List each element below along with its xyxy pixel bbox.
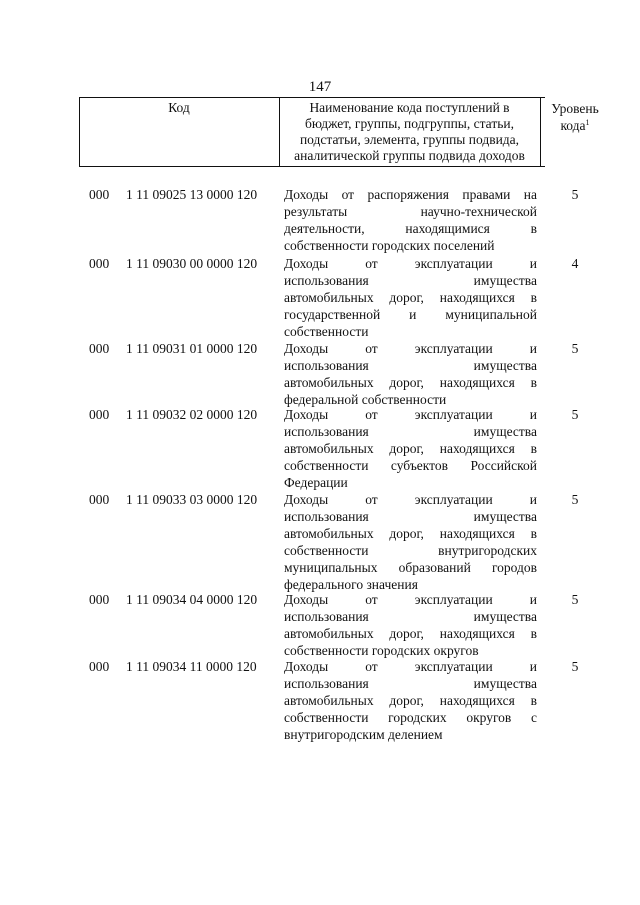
revenue-name-cell	[284, 591, 537, 659]
level-cell: 5	[571, 659, 579, 674]
revenue-name-line: автомобильных дорог, находящихся в	[284, 441, 537, 456]
revenue-code-cell: 1 11 09030 00 0000 120	[126, 256, 258, 271]
revenue-name-line: собственности городских поселений	[284, 238, 495, 253]
revenue-name-line: федеральной собственности	[284, 392, 447, 407]
table-header	[79, 97, 599, 167]
header-code: Код	[168, 100, 190, 115]
header-level	[540, 100, 610, 134]
revenue-name-line: собственности городских округов с	[284, 710, 537, 725]
revenue-code-cell: 1 11 09033 03 0000 120	[126, 492, 258, 507]
table-row	[0, 255, 640, 340]
revenue-name-cell	[284, 658, 537, 743]
header-name-line: Наименование кода поступлений в	[309, 100, 510, 115]
revenue-name-cell	[284, 186, 537, 254]
revenue-name-line: использования имущества	[284, 273, 537, 288]
revenue-code-cell: 1 11 09032 02 0000 120	[126, 407, 258, 422]
revenue-name-line: Доходы от эксплуатации и	[284, 592, 537, 607]
admin-code-cell: 000	[89, 407, 110, 422]
level-cell: 5	[571, 492, 579, 507]
revenue-name-line: деятельности, находящимися в	[284, 221, 537, 236]
table-row	[0, 591, 640, 659]
revenue-name-line: автомобильных дорог, находящихся в	[284, 693, 537, 708]
revenue-name-cell	[284, 491, 537, 593]
revenue-name-line: Доходы от распоряжения правами на	[284, 187, 537, 202]
header-level-line: Уровень	[551, 101, 599, 116]
revenue-code-cell: 1 11 09034 04 0000 120	[126, 592, 258, 607]
revenue-name-line: автомобильных дорог, находящихся в	[284, 526, 537, 541]
revenue-name-line: собственности	[284, 324, 369, 339]
admin-code-cell: 000	[89, 659, 110, 674]
revenue-name-line: Доходы от эксплуатации и	[284, 492, 537, 507]
header-name-line: аналитической группы подвида доходов	[294, 148, 525, 163]
revenue-name-line: муниципальных образований городов	[284, 560, 537, 575]
page-number: 147	[308, 79, 332, 95]
revenue-name-line: федерального значения	[284, 577, 418, 592]
revenue-name-line: внутригородским делением	[284, 727, 443, 742]
header-name-line: бюджет, группы, подгруппы, статьи,	[305, 116, 514, 131]
admin-code-cell: 000	[89, 341, 110, 356]
table-row	[0, 186, 640, 254]
revenue-name-cell	[284, 340, 537, 408]
revenue-name-line: собственности внутригородских	[284, 543, 537, 558]
level-cell: 4	[571, 256, 579, 271]
admin-code-cell: 000	[89, 256, 110, 271]
level-cell: 5	[571, 187, 579, 202]
level-cell: 5	[571, 407, 579, 422]
revenue-name-line: Доходы от эксплуатации и	[284, 659, 537, 674]
revenue-name-cell	[284, 406, 537, 491]
revenue-name-line: автомобильных дорог, находящихся в	[284, 375, 537, 390]
table-row	[0, 658, 640, 743]
revenue-code-cell: 1 11 09025 13 0000 120	[126, 187, 258, 202]
level-cell: 5	[571, 341, 579, 356]
admin-code-cell: 000	[89, 187, 110, 202]
revenue-name-cell	[284, 255, 537, 340]
admin-code-cell: 000	[89, 492, 110, 507]
table-row	[0, 491, 640, 593]
revenue-name-line: автомобильных дорог, находящихся в	[284, 626, 537, 641]
table-row	[0, 340, 640, 408]
header-name-line: подстатьи, элемента, группы подвида,	[299, 132, 520, 147]
revenue-name-line: использования имущества	[284, 676, 537, 691]
revenue-name-line: государственной и муниципальной	[284, 307, 537, 322]
revenue-name-line: использования имущества	[284, 358, 537, 373]
revenue-name-line: собственности субъектов Российской	[284, 458, 537, 473]
revenue-name-line: использования имущества	[284, 609, 537, 624]
revenue-name-line: использования имущества	[284, 424, 537, 439]
revenue-name-line: Доходы от эксплуатации и	[284, 341, 537, 356]
revenue-code-cell: 1 11 09031 01 0000 120	[126, 341, 258, 356]
revenue-name-line: Доходы от эксплуатации и	[284, 256, 537, 271]
level-cell: 5	[571, 592, 579, 607]
revenue-name-line: результаты научно-технической	[284, 204, 537, 219]
revenue-code-cell: 1 11 09034 11 0000 120	[126, 659, 257, 674]
revenue-name-line: автомобильных дорог, находящихся в	[284, 290, 537, 305]
footnote-marker: 1	[585, 118, 590, 127]
revenue-name-line: Федерации	[284, 475, 348, 490]
revenue-name-line: использования имущества	[284, 509, 537, 524]
revenue-name-line: Доходы от эксплуатации и	[284, 407, 537, 422]
header-level-line	[540, 117, 610, 134]
table-row	[0, 406, 640, 491]
revenue-name-line: собственности городских округов	[284, 643, 479, 658]
header-level-word: кода	[560, 118, 586, 133]
admin-code-cell: 000	[89, 592, 110, 607]
header-name	[279, 100, 540, 164]
